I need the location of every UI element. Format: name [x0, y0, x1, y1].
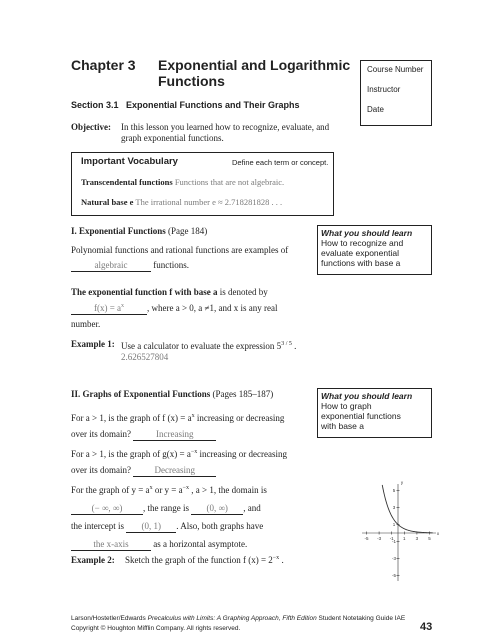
objective-line2: graph exponential functions. — [121, 133, 224, 143]
q1-sup: x — [191, 413, 195, 419]
answer-increasing: Increasing — [133, 429, 216, 441]
example1-text: Use a calculator to evaluate the expression 5 — [121, 341, 282, 351]
footer-copyright: Copyright © Houghton Mifflin Company. All rights reserved. — [71, 625, 241, 632]
objective-line1: In this lesson you learned how to recognize, evaluate, and — [121, 122, 330, 132]
example2-end: . — [279, 555, 284, 565]
example1-sup: 3 / 5 — [281, 341, 292, 347]
answer-asymptote: the x-axis — [71, 539, 151, 551]
part1-para1-line1: Polynomial functions and rational functions are examples of — [71, 245, 289, 255]
q3-sup2: −x — [182, 485, 190, 491]
part1-para1-line2: functions. — [153, 260, 189, 270]
y-tick-label: -3 — [391, 556, 397, 561]
q3-range-pre: , the range is — [143, 503, 189, 513]
x-tick-label: 1 — [403, 536, 406, 541]
answer-exp-formula-base: f(x) = a — [93, 303, 122, 313]
q1-post: increasing or decreasing — [194, 413, 285, 423]
vocabulary-instruction: Define each term or concept. — [232, 158, 329, 167]
q1-text: For a > 1, is the graph of f (x) = a — [71, 413, 192, 423]
sidebar1-line2: evaluate exponential — [321, 248, 399, 258]
y-tick-label: 1 — [392, 522, 396, 527]
answer-intercept: (0, 1) — [126, 521, 176, 533]
answer-exp-formula — [71, 301, 147, 315]
q1-line2: over its domain? — [71, 429, 131, 439]
section-title: Section 3.1 Exponential Functions and Their Graphs — [71, 100, 300, 110]
x-tick-label: -1 — [389, 536, 394, 541]
answer-range: (0, ∞) — [191, 503, 243, 515]
y-tick-label: 5 — [392, 488, 396, 493]
part2-q1 — [71, 408, 284, 442]
example2-label: Example 2: — [71, 555, 115, 565]
course-number-label: Course Number — [367, 65, 424, 74]
sidebar1-line1: How to recognize and — [321, 238, 404, 248]
exp-function-def-rest: is denoted by — [217, 287, 268, 297]
q3-sup1: x — [149, 485, 153, 491]
part1-para2 — [71, 284, 277, 332]
answer-algebraic: algebraic — [71, 260, 151, 272]
date-label: Date — [367, 105, 384, 114]
vocabulary-box — [71, 152, 334, 216]
q2-post: increasing or decreasing — [197, 449, 287, 459]
part2-heading-text: II. Graphs of Exponential Functions — [71, 389, 211, 399]
def-transcendental: Functions that are not algebraic. — [174, 177, 285, 187]
y-tick-label: -5 — [391, 573, 397, 578]
curve-2-pow-neg-x — [382, 485, 432, 533]
term-transcendental: Transcendental functions — [81, 177, 173, 187]
chapter-title-line1: Exponential and Logarithmic — [158, 57, 351, 73]
def-natural-base: The irrational number e ≈ 2.718281828 . . . — [135, 197, 283, 207]
exp-function-conditions: , where a > 0, a ≠1, and x is any real — [147, 303, 278, 313]
page-number: 43 — [420, 621, 433, 633]
q2-text: For a > 1, is the graph of g(x) = a — [71, 449, 191, 459]
example1: Example 1: Use a calculator to evaluate the expression $5^{3 / 5}$ . 2.626527804 — [71, 339, 297, 362]
objective-label: Objective: — [71, 122, 111, 132]
example2 — [71, 555, 284, 565]
x-tick-label: 5 — [428, 536, 431, 541]
q2-line2: over its domain? — [71, 465, 131, 475]
part1-pages: (Page 184) — [168, 226, 208, 236]
x-tick-label: -3 — [377, 536, 382, 541]
part2-q3 — [71, 479, 267, 553]
footer-guide: Student Notetaking Guide IAE — [318, 615, 406, 622]
part1-heading-text: I. Exponential Functions — [71, 226, 166, 236]
q3-post: , a > 1, the domain is — [189, 485, 267, 495]
sidebar1-title: What you should learn — [321, 228, 413, 238]
chapter-title-line2: Functions — [158, 73, 225, 89]
sidebar1-line3: functions with base a — [321, 258, 401, 268]
example2-graph — [360, 478, 440, 583]
x-tick-label: -5 — [364, 536, 369, 541]
y-axis-label: y — [400, 480, 404, 485]
example1-answer: 2.626527804 — [121, 352, 169, 362]
chapter-label: Chapter 3 — [71, 57, 136, 73]
exp-function-def: The exponential function f with base a — [71, 287, 218, 297]
answer-domain: (− ∞, ∞) — [71, 503, 143, 515]
example1-label: Example 1: — [71, 339, 115, 349]
footer-authors: Larson/Hostetler/Edwards — [71, 615, 146, 622]
part1-heading — [71, 226, 207, 236]
q2-sup: −x — [190, 449, 198, 455]
footer-book-title: Precalculus with Limits: A Graphing Approach, Fifth Edition — [147, 615, 317, 622]
sidebar2-line3: with base a — [321, 421, 364, 431]
sidebar-what-you-learn-1 — [317, 225, 432, 275]
q3-and: , and — [243, 503, 261, 513]
vocab-term-transcendental — [81, 177, 284, 187]
part2-pages: (Pages 185–187) — [212, 389, 274, 399]
example2-text: Sketch the graph of the function f (x) = 2 — [125, 555, 273, 565]
objective — [71, 122, 329, 144]
x-tick-label: 3 — [415, 536, 419, 541]
y-tick-label: -1 — [391, 539, 397, 544]
term-natural-base: Natural base e — [81, 197, 134, 207]
sidebar-what-you-learn-2 — [317, 388, 432, 438]
q3-text: For the graph of y = a — [71, 485, 150, 495]
footer — [71, 614, 405, 634]
sidebar2-line2: exponential functions — [321, 411, 401, 421]
exp-function-end: number. — [71, 319, 101, 329]
chapter-title — [158, 57, 350, 89]
q3-asymptote-post: as a horizontal asymptote. — [153, 539, 248, 549]
q3-mid: or y = a — [152, 485, 183, 495]
answer-decreasing: Decreasing — [133, 465, 216, 477]
sidebar2-title: What you should learn — [321, 391, 413, 401]
course-info-box — [360, 60, 432, 126]
vocabulary-heading: Important Vocabulary — [81, 156, 178, 167]
q3-intercept-pre: the intercept is — [71, 521, 124, 531]
answer-exp-formula-sup: x — [121, 303, 125, 309]
x-axis-label: x — [436, 531, 440, 536]
q3-intercept-post: . Also, both graphs have — [176, 521, 264, 531]
part1-para1 — [71, 243, 288, 273]
part2-q2 — [71, 444, 287, 478]
example2-sup: −x — [272, 555, 280, 561]
part2-heading — [71, 389, 273, 399]
sidebar2-line1: How to graph — [321, 401, 372, 411]
instructor-label: Instructor — [367, 85, 401, 94]
vocab-term-natural-base — [81, 197, 282, 207]
y-tick-label: 3 — [392, 505, 396, 510]
